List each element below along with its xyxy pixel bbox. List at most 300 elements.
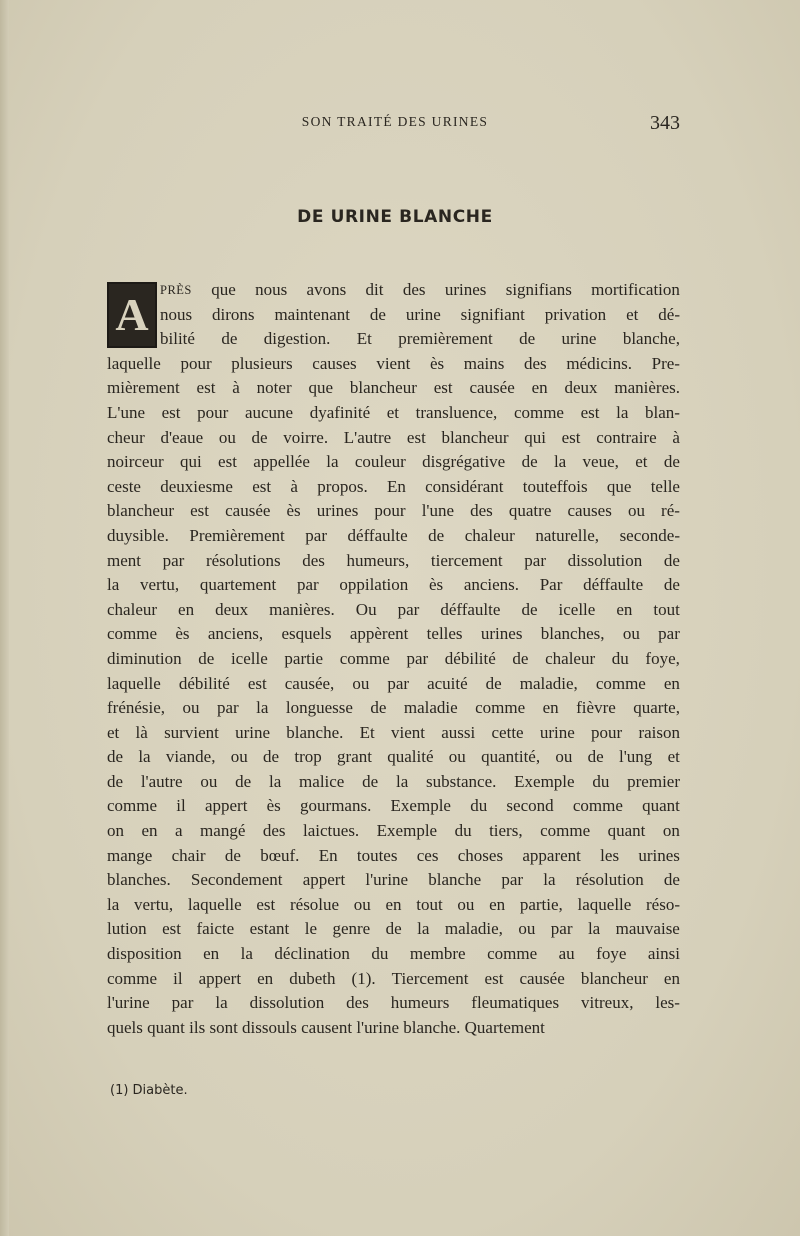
word: ou bbox=[182, 698, 200, 718]
word: privation bbox=[544, 304, 607, 324]
word: laquelle bbox=[577, 894, 632, 914]
word: en bbox=[257, 968, 274, 988]
word: Ou bbox=[355, 599, 377, 619]
text-line bbox=[107, 770, 680, 795]
word: faicte bbox=[196, 919, 235, 939]
text-line bbox=[107, 794, 680, 819]
word: ainsi bbox=[647, 944, 680, 964]
text-line bbox=[107, 499, 680, 524]
word: tout bbox=[416, 894, 443, 914]
word: ou bbox=[448, 747, 466, 767]
word: urines bbox=[316, 501, 359, 521]
text-line bbox=[107, 327, 680, 352]
word: résolue bbox=[289, 894, 340, 914]
word: avons bbox=[306, 280, 347, 299]
word: et bbox=[107, 722, 120, 742]
word: comme bbox=[475, 698, 526, 718]
word: de bbox=[362, 771, 379, 791]
word: comme bbox=[107, 968, 158, 988]
word: plusieurs bbox=[231, 353, 293, 373]
word: humeurs bbox=[390, 993, 450, 1013]
text-line bbox=[107, 376, 680, 401]
word: d'eaue bbox=[160, 427, 204, 447]
word: chair bbox=[171, 845, 206, 865]
word: touteffois bbox=[522, 476, 588, 496]
word: le bbox=[304, 919, 317, 939]
word: par bbox=[162, 550, 185, 570]
word: par bbox=[305, 525, 327, 545]
word: résolution bbox=[575, 870, 644, 890]
word: débilité bbox=[178, 673, 230, 693]
word: duysible. bbox=[107, 525, 169, 545]
drop-cap-letter: A bbox=[115, 289, 149, 340]
word: quantité, bbox=[481, 747, 541, 767]
word: couleur bbox=[354, 452, 406, 472]
text-line bbox=[107, 893, 680, 918]
word: en bbox=[663, 673, 680, 693]
word: de bbox=[519, 329, 536, 349]
word: chaleur bbox=[107, 599, 158, 619]
word: comme bbox=[107, 624, 158, 644]
word: a bbox=[175, 821, 183, 841]
footnote: (1) Diabète. bbox=[110, 1083, 188, 1098]
word: mains bbox=[463, 353, 505, 373]
word: urine bbox=[561, 329, 597, 349]
word: que bbox=[308, 378, 333, 398]
word: ès bbox=[428, 575, 444, 595]
word: (1). bbox=[351, 968, 376, 988]
word: foye bbox=[596, 944, 627, 964]
word: laquelle bbox=[187, 894, 242, 914]
word: vitreux, bbox=[581, 993, 634, 1013]
word: du bbox=[454, 821, 472, 841]
word: appert bbox=[302, 870, 346, 890]
word: ès bbox=[175, 624, 190, 644]
word: en bbox=[203, 944, 220, 964]
word: premièrement bbox=[398, 329, 493, 349]
word: manières. bbox=[269, 599, 335, 619]
text-line bbox=[107, 991, 680, 1016]
word: anciens. bbox=[463, 575, 520, 595]
word: de bbox=[235, 771, 252, 791]
word: veue, bbox=[582, 452, 619, 472]
word: de bbox=[663, 870, 680, 890]
word: il bbox=[176, 796, 186, 816]
word: des bbox=[470, 501, 493, 521]
word: déffaulte bbox=[583, 575, 644, 595]
word: en bbox=[616, 599, 633, 619]
word: la bbox=[240, 944, 253, 964]
word: du bbox=[371, 944, 389, 964]
word: de bbox=[224, 845, 241, 865]
word: des bbox=[302, 550, 325, 570]
word: urine bbox=[539, 722, 575, 742]
word: deux bbox=[564, 378, 598, 398]
word: est bbox=[433, 378, 453, 398]
word: blancheur bbox=[349, 378, 417, 398]
word: icelle bbox=[558, 599, 596, 619]
word: ou bbox=[353, 894, 371, 914]
word: Exemple bbox=[514, 771, 575, 791]
word: deuxiesme bbox=[160, 476, 233, 496]
word: frénésie, bbox=[107, 698, 166, 718]
word: bilité bbox=[160, 329, 195, 349]
word: la bbox=[543, 870, 556, 890]
word: blancheur bbox=[580, 968, 648, 988]
word: déclination bbox=[274, 944, 350, 964]
word: fièvre bbox=[576, 698, 616, 718]
word: la bbox=[268, 771, 282, 791]
word: est bbox=[252, 476, 272, 496]
word: vertu, bbox=[139, 575, 180, 595]
word: par bbox=[171, 993, 194, 1013]
word: de bbox=[221, 329, 238, 349]
word: comme bbox=[595, 673, 646, 693]
word: la bbox=[553, 452, 567, 472]
word: ou bbox=[555, 747, 573, 767]
text-line: quels quant ils sont dissouls causent l'urine blanche. Quartement bbox=[107, 1017, 545, 1037]
word: du bbox=[611, 648, 629, 668]
word: il bbox=[173, 968, 183, 988]
word: médicins. bbox=[566, 353, 632, 373]
word: urines bbox=[444, 280, 487, 299]
word: déffaulte bbox=[347, 525, 408, 545]
word: quant bbox=[642, 796, 680, 816]
word: icelle bbox=[230, 648, 268, 668]
word: noirceur bbox=[107, 452, 164, 472]
word: maladie bbox=[403, 698, 458, 718]
word: que bbox=[606, 476, 632, 496]
word: transluence, bbox=[415, 402, 498, 422]
word: et bbox=[386, 402, 400, 422]
text-line bbox=[107, 450, 680, 475]
word: dit bbox=[365, 280, 384, 299]
word: à bbox=[290, 476, 298, 496]
word: de bbox=[663, 575, 680, 595]
word: de bbox=[263, 747, 280, 767]
word: aussi bbox=[441, 722, 476, 742]
word: de bbox=[107, 747, 124, 767]
word: les- bbox=[655, 993, 680, 1013]
word: est bbox=[162, 919, 181, 939]
word: deux bbox=[215, 599, 249, 619]
word: choses bbox=[457, 845, 504, 865]
word: Secondement bbox=[190, 870, 283, 890]
word: ou bbox=[352, 673, 370, 693]
word: apparent bbox=[522, 845, 581, 865]
word: des bbox=[402, 280, 426, 299]
word: la bbox=[326, 452, 339, 472]
word: de bbox=[198, 648, 215, 668]
word: ès bbox=[266, 796, 281, 816]
word: de bbox=[485, 673, 502, 693]
word: comme bbox=[107, 796, 158, 816]
word: pour bbox=[591, 722, 623, 742]
word: de bbox=[521, 599, 538, 619]
text-line bbox=[107, 819, 680, 844]
word: dubeth bbox=[289, 968, 336, 988]
page-number: 343 bbox=[650, 112, 680, 134]
word: vient bbox=[376, 353, 411, 373]
word: la bbox=[138, 747, 151, 767]
word: par bbox=[550, 919, 573, 939]
word: causes bbox=[567, 501, 612, 521]
word: déffaulte bbox=[440, 599, 501, 619]
word: maladie, bbox=[519, 673, 578, 693]
word: ou bbox=[230, 747, 248, 767]
word: est bbox=[484, 968, 504, 988]
word: on bbox=[662, 821, 680, 841]
word: causée bbox=[225, 501, 271, 521]
word: dyafinité bbox=[309, 402, 371, 422]
word: contraire bbox=[596, 427, 657, 447]
word: dirons bbox=[212, 304, 255, 324]
page-edge bbox=[0, 0, 9, 1236]
word: ou bbox=[218, 427, 236, 447]
word: grant bbox=[337, 747, 372, 767]
word: de bbox=[663, 550, 680, 570]
text-line bbox=[107, 426, 680, 451]
word: maladie, bbox=[444, 919, 503, 939]
word: par bbox=[296, 575, 319, 595]
word: l'urine bbox=[365, 870, 409, 890]
word: par bbox=[501, 870, 524, 890]
text-line bbox=[107, 967, 680, 992]
word: de bbox=[385, 919, 402, 939]
word: réso- bbox=[646, 894, 680, 914]
word: ou bbox=[200, 771, 218, 791]
word: disgrégative bbox=[422, 452, 506, 472]
word: en bbox=[178, 599, 195, 619]
word: blanche, bbox=[622, 329, 680, 349]
word: est bbox=[580, 402, 600, 422]
word: ces bbox=[416, 845, 439, 865]
word: la bbox=[107, 894, 120, 914]
word: Tiercement bbox=[391, 968, 469, 988]
word: de bbox=[512, 648, 529, 668]
word: comme bbox=[540, 821, 591, 841]
word: de bbox=[428, 525, 445, 545]
word: cheur bbox=[107, 427, 145, 447]
word: oppilation bbox=[339, 575, 409, 595]
word: urine bbox=[235, 722, 271, 742]
word: l'autre bbox=[140, 771, 183, 791]
word: est bbox=[196, 378, 216, 398]
word: par bbox=[524, 550, 547, 570]
word: voirre. bbox=[283, 427, 329, 447]
word: second bbox=[506, 796, 554, 816]
word: humeurs, bbox=[346, 550, 410, 570]
word: Exemple bbox=[376, 821, 438, 841]
word: est bbox=[406, 427, 426, 447]
word: anciens, bbox=[207, 624, 264, 644]
word: telle bbox=[650, 476, 680, 496]
word: L'une bbox=[107, 402, 145, 422]
word: propos. bbox=[317, 476, 368, 496]
word: du bbox=[592, 771, 610, 791]
text-line bbox=[107, 352, 680, 377]
word: partie bbox=[284, 648, 324, 668]
word: et bbox=[667, 747, 680, 767]
text-line bbox=[107, 549, 680, 574]
word: de bbox=[370, 698, 387, 718]
word: toutes bbox=[356, 845, 398, 865]
word: mangé bbox=[200, 821, 246, 841]
word: signifians bbox=[505, 280, 572, 299]
word: Et bbox=[356, 329, 372, 349]
word: seconde- bbox=[619, 525, 680, 545]
word: cette bbox=[491, 722, 524, 742]
word: ou bbox=[457, 894, 475, 914]
text-line bbox=[107, 721, 680, 746]
word: gourmans. bbox=[300, 796, 372, 816]
word: appert bbox=[198, 968, 242, 988]
word: blanche bbox=[428, 870, 482, 890]
word: débilité bbox=[444, 648, 496, 668]
word: comme bbox=[487, 944, 538, 964]
word: urines bbox=[480, 624, 523, 644]
word: est bbox=[218, 452, 237, 472]
word: des bbox=[524, 353, 547, 373]
word: quarte, bbox=[633, 698, 680, 718]
word: quartement bbox=[199, 575, 277, 595]
word: blancheur bbox=[441, 427, 509, 447]
word: laquelle bbox=[107, 673, 161, 693]
word: les bbox=[600, 845, 620, 865]
word: l'urine bbox=[107, 993, 150, 1013]
word: par bbox=[658, 624, 680, 644]
word: vient bbox=[391, 722, 425, 742]
text-line bbox=[107, 475, 680, 500]
word: foye, bbox=[645, 648, 680, 668]
word: de bbox=[107, 771, 124, 791]
word: la bbox=[215, 993, 228, 1013]
word: en bbox=[531, 378, 548, 398]
word: de bbox=[663, 452, 680, 472]
word: Par bbox=[539, 575, 563, 595]
section-title: DE URINE BLANCHE bbox=[297, 207, 493, 227]
word: L'autre bbox=[343, 427, 392, 447]
word: PRÈS bbox=[160, 283, 192, 297]
word: ou bbox=[622, 624, 640, 644]
text-line bbox=[107, 868, 680, 893]
word: tout bbox=[653, 599, 680, 619]
word: dissolution bbox=[249, 993, 325, 1013]
word: causes bbox=[312, 353, 357, 373]
word: par bbox=[397, 599, 420, 619]
word: la bbox=[417, 919, 430, 939]
word: pour bbox=[197, 402, 229, 422]
word: est bbox=[256, 894, 276, 914]
word: aucune bbox=[244, 402, 294, 422]
word: est bbox=[561, 427, 581, 447]
word: bœuf. bbox=[260, 845, 300, 865]
word: qui bbox=[524, 427, 546, 447]
word: digestion. bbox=[263, 329, 331, 349]
word: en bbox=[489, 894, 506, 914]
word: Exemple bbox=[390, 796, 451, 816]
word: Premièrement bbox=[189, 525, 285, 545]
word: mange bbox=[107, 845, 153, 865]
word: esquels bbox=[281, 624, 332, 644]
text-line bbox=[107, 303, 680, 328]
word: que bbox=[211, 280, 236, 299]
text-line bbox=[107, 672, 680, 697]
word: longuesse bbox=[285, 698, 353, 718]
word: ceste bbox=[107, 476, 141, 496]
word: lution bbox=[107, 919, 147, 939]
word: laquelle bbox=[107, 353, 161, 373]
word: blanche. bbox=[286, 722, 344, 742]
word: malice bbox=[299, 771, 345, 791]
text-line bbox=[107, 278, 680, 303]
word: de bbox=[369, 304, 386, 324]
word: chaleur bbox=[464, 525, 515, 545]
word: vertu, bbox=[133, 894, 174, 914]
word: premier bbox=[627, 771, 680, 791]
word: raison bbox=[638, 722, 680, 742]
word: causée bbox=[469, 378, 515, 398]
word: acuité bbox=[427, 673, 468, 693]
word: la bbox=[107, 575, 120, 595]
word: tiers, bbox=[489, 821, 523, 841]
body-text bbox=[107, 278, 680, 1040]
running-head: SON TRAITÉ DES URINES bbox=[301, 114, 489, 129]
word: quant bbox=[607, 821, 646, 841]
word: et bbox=[635, 452, 648, 472]
word: à bbox=[232, 378, 240, 398]
word: la bbox=[616, 402, 629, 422]
word: laictues. bbox=[303, 821, 360, 841]
word: membre bbox=[409, 944, 466, 964]
word: ès bbox=[429, 353, 445, 373]
word: appert bbox=[204, 796, 248, 816]
word: à bbox=[672, 427, 680, 447]
word: Pre- bbox=[651, 353, 680, 373]
word: de bbox=[521, 452, 538, 472]
text-line bbox=[107, 524, 680, 549]
word: causée, bbox=[284, 673, 335, 693]
word: mauvaise bbox=[615, 919, 680, 939]
word: naturelle, bbox=[535, 525, 600, 545]
text-line bbox=[107, 573, 680, 598]
word: noter bbox=[256, 378, 292, 398]
word: urines bbox=[638, 845, 680, 865]
word: en bbox=[542, 698, 559, 718]
word: dé- bbox=[658, 304, 680, 324]
word: blancheur bbox=[107, 501, 175, 521]
word: ou bbox=[518, 919, 536, 939]
word: qui bbox=[179, 452, 202, 472]
word: qualité bbox=[387, 747, 434, 767]
word: fleumatiques bbox=[471, 993, 560, 1013]
text-line bbox=[107, 696, 680, 721]
word: par bbox=[387, 673, 410, 693]
text-line bbox=[107, 745, 680, 770]
word: manières. bbox=[614, 378, 680, 398]
text-line bbox=[107, 917, 680, 942]
word: on bbox=[107, 821, 124, 841]
word: partie, bbox=[519, 894, 563, 914]
word: du bbox=[470, 796, 488, 816]
word: considérant bbox=[425, 476, 504, 496]
word: urine bbox=[405, 304, 441, 324]
word: blan- bbox=[645, 402, 680, 422]
word: résolutions bbox=[205, 550, 281, 570]
word: diminution bbox=[107, 648, 182, 668]
word: est bbox=[190, 501, 210, 521]
word: comme bbox=[572, 796, 623, 816]
